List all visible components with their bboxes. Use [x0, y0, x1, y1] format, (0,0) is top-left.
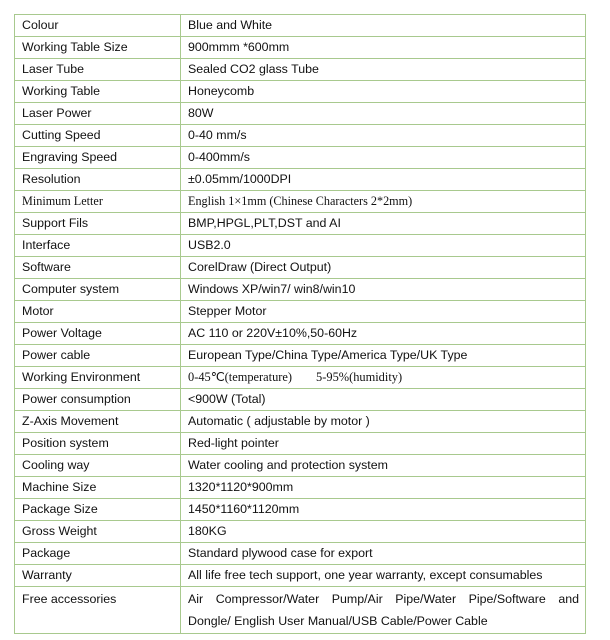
row-value: ±0.05mm/1000DPI	[181, 169, 586, 191]
table-row	[15, 521, 586, 543]
row-label: Software	[15, 257, 181, 279]
table-row	[15, 213, 586, 235]
row-value: European Type/China Type/America Type/UK Type	[181, 345, 586, 367]
table-row	[15, 499, 586, 521]
table-row	[15, 455, 586, 477]
table-row	[15, 15, 586, 37]
humidity-value: 5-95%(humidity)	[316, 370, 403, 384]
table-row	[15, 191, 586, 213]
table-row	[15, 59, 586, 81]
row-value: 180KG	[181, 521, 586, 543]
row-label: Laser Tube	[15, 59, 181, 81]
row-label: Z-Axis Movement	[15, 411, 181, 433]
row-value: Blue and White	[181, 15, 586, 37]
row-label: Laser Power	[15, 103, 181, 125]
row-label: Cooling way	[15, 455, 181, 477]
row-label: Working Table	[15, 81, 181, 103]
row-value: 1450*1160*1120mm	[181, 499, 586, 521]
row-value: CorelDraw (Direct Output)	[181, 257, 586, 279]
row-value: Sealed CO2 glass Tube	[181, 59, 586, 81]
table-row	[15, 235, 586, 257]
row-label: Resolution	[15, 169, 181, 191]
row-value: Water cooling and protection system	[181, 455, 586, 477]
row-label: Power Voltage	[15, 323, 181, 345]
table-row	[15, 565, 586, 587]
table-row	[15, 411, 586, 433]
table-row	[15, 367, 586, 389]
table-row	[15, 125, 586, 147]
row-label: Power consumption	[15, 389, 181, 411]
row-value: 0-400mm/s	[181, 147, 586, 169]
row-value: USB2.0	[181, 235, 586, 257]
table-row	[15, 543, 586, 565]
row-value	[181, 367, 586, 389]
row-value: All life free tech support, one year warranty, except consumables	[181, 565, 586, 587]
row-value: 1320*1120*900mm	[181, 477, 586, 499]
row-label: Machine Size	[15, 477, 181, 499]
row-label: Interface	[15, 235, 181, 257]
row-label: Working Table Size	[15, 37, 181, 59]
table-row	[15, 257, 586, 279]
table-row	[15, 323, 586, 345]
row-label: Minimum Letter	[15, 191, 181, 213]
temperature-value: 0-45℃(temperature)	[188, 370, 293, 384]
table-row	[15, 587, 586, 634]
row-label: Engraving Speed	[15, 147, 181, 169]
row-label: Colour	[15, 15, 181, 37]
row-value: English 1×1mm (Chinese Characters 2*2mm)	[181, 191, 586, 213]
row-label: Free accessories	[15, 587, 181, 634]
row-label: Working Environment	[15, 367, 181, 389]
table-row	[15, 433, 586, 455]
row-value: Automatic ( adjustable by motor )	[181, 411, 586, 433]
table-row	[15, 389, 586, 411]
row-label: Warranty	[15, 565, 181, 587]
row-label: Power cable	[15, 345, 181, 367]
row-label: Package	[15, 543, 181, 565]
row-value: AC 110 or 220V±10%,50-60Hz	[181, 323, 586, 345]
row-label: Package Size	[15, 499, 181, 521]
table-row	[15, 279, 586, 301]
row-label: Cutting Speed	[15, 125, 181, 147]
row-label: Support Fils	[15, 213, 181, 235]
table-row	[15, 477, 586, 499]
table-row	[15, 169, 586, 191]
row-value: Standard plywood case for export	[181, 543, 586, 565]
table-row	[15, 345, 586, 367]
row-label: Motor	[15, 301, 181, 323]
row-label: Gross Weight	[15, 521, 181, 543]
table-row	[15, 147, 586, 169]
row-value: 900mmm *600mm	[181, 37, 586, 59]
row-value: Air Compressor/Water Pump/Air Pipe/Water Pipe/Software and Dongle/ English User Manual/USB Cable/Power Cable	[181, 587, 586, 634]
row-value: 80W	[181, 103, 586, 125]
row-value: BMP,HPGL,PLT,DST and AI	[181, 213, 586, 235]
row-value: 0-40 mm/s	[181, 125, 586, 147]
table-row	[15, 103, 586, 125]
row-value: Honeycomb	[181, 81, 586, 103]
table-row	[15, 81, 586, 103]
row-value: Red-light pointer	[181, 433, 586, 455]
spec-table	[14, 14, 586, 634]
row-value: <900W (Total)	[181, 389, 586, 411]
row-value: Stepper Motor	[181, 301, 586, 323]
table-row	[15, 301, 586, 323]
row-value: Windows XP/win7/ win8/win10	[181, 279, 586, 301]
row-label: Computer system	[15, 279, 181, 301]
table-row	[15, 37, 586, 59]
row-label: Position system	[15, 433, 181, 455]
